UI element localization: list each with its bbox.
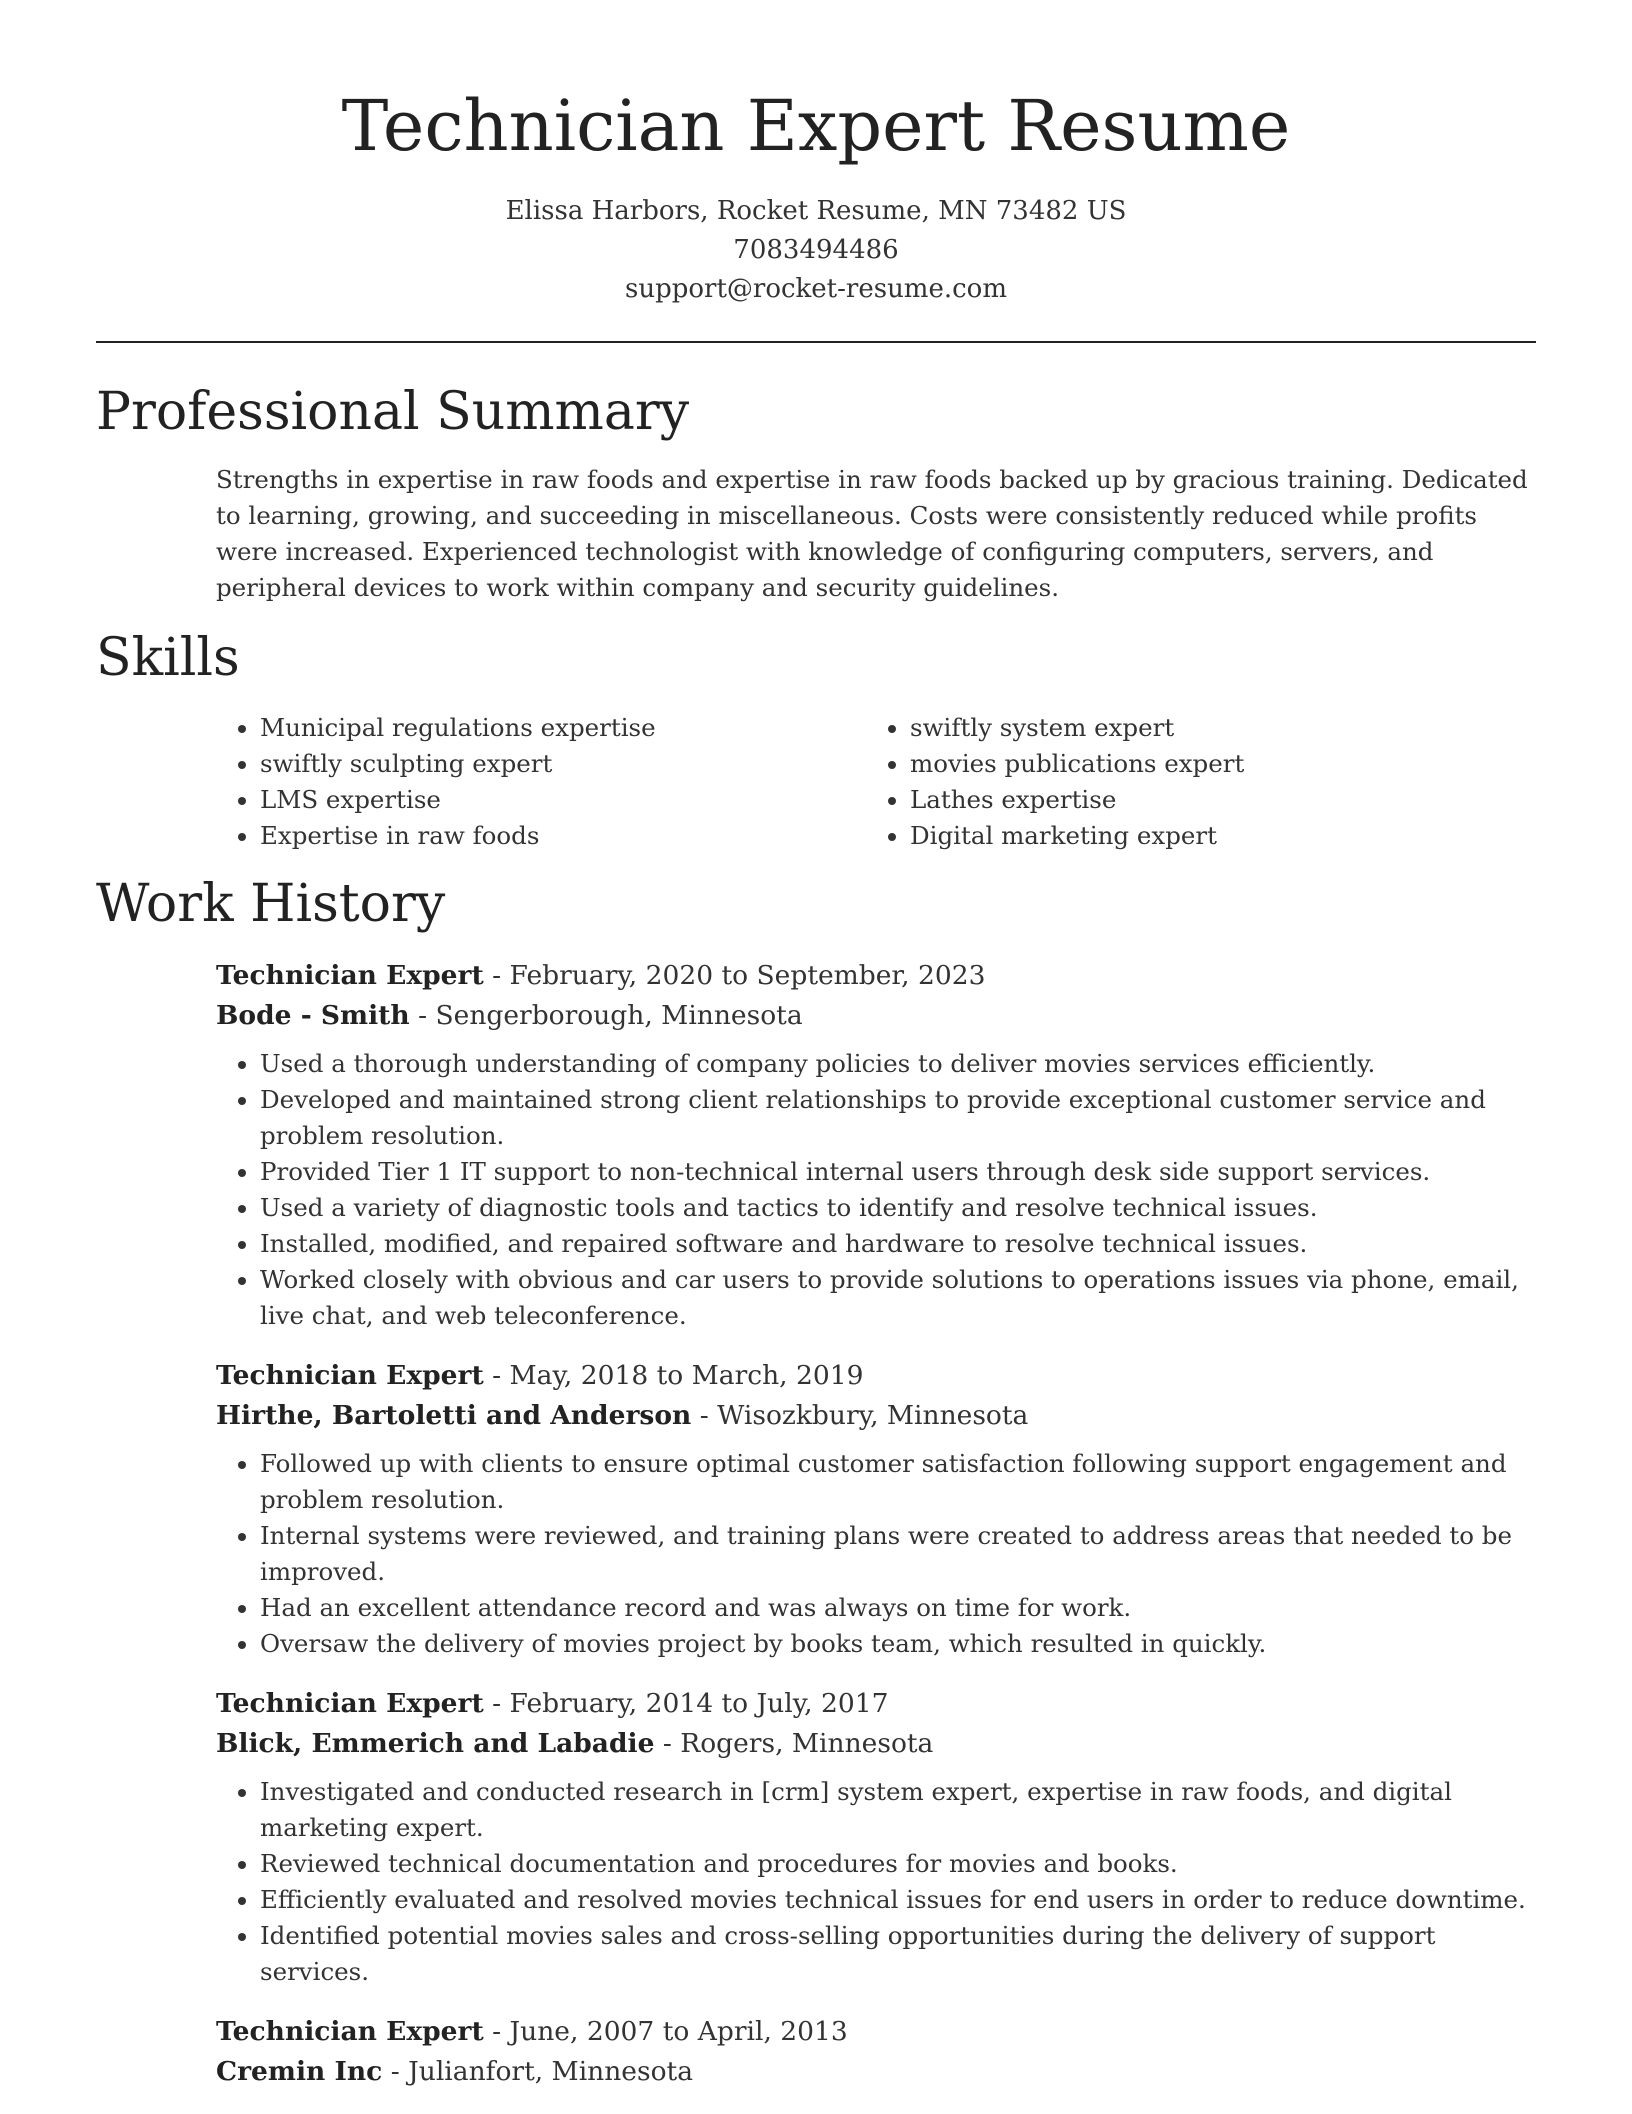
skills-list: [216, 710, 1536, 860]
job-bullet: • Provided Tier 1 IT support to non-technical internal users through desk side support services.: [260, 1154, 1536, 1190]
job-location: Sengerborough, Minnesota: [435, 1000, 803, 1031]
job-company-line: [216, 996, 1536, 1036]
skill-item: • Lathes expertise: [910, 782, 1550, 818]
skills-heading: Skills: [96, 628, 240, 688]
job-company-line: [216, 1724, 1536, 1764]
job-title-line: [216, 1684, 1536, 1724]
job-bullet: • Used a variety of diagnostic tools and tactics to identify and resolve technical issues.: [260, 1190, 1536, 1226]
job-separator: -: [654, 1728, 681, 1759]
job-company: Blick, Emmerich and Labadie: [216, 1728, 655, 1759]
job-bullet: • Internal systems were reviewed, and training plans were created to address areas that needed to be improved.: [260, 1518, 1536, 1590]
job-bullet: • Developed and maintained strong client relationships to provide exceptional customer service and problem resolution.: [260, 1082, 1536, 1154]
summary-heading: Professional Summary: [96, 382, 690, 442]
job-separator: -: [409, 1000, 436, 1031]
skill-item: • Municipal regulations expertise: [260, 710, 860, 746]
job-company: Bode - Smith: [216, 1000, 410, 1031]
job-bullet: • Investigated and conducted research in [crm] system expert, expertise in raw foods, and digital marketing expert.: [260, 1774, 1536, 1846]
job-title: Technician Expert: [216, 2016, 484, 2047]
contact-block: [0, 192, 1632, 309]
job-entry: [216, 2012, 1536, 2092]
job-title: Technician Expert: [216, 1688, 484, 1719]
work-history-list: [216, 956, 1536, 2114]
job-bullet: • Oversaw the delivery of movies project by books team, which resulted in quickly.: [260, 1626, 1536, 1662]
header-divider: [96, 341, 1536, 343]
resume-title: Technician Expert Resume: [341, 85, 1291, 167]
job-bullet: • Efficiently evaluated and resolved movies technical issues for end users in order to reduce downtime.: [260, 1882, 1536, 1918]
skill-item: • Digital marketing expert: [910, 818, 1550, 854]
job-bullet: • Worked closely with obvious and car users to provide solutions to operations issues via phone, email, live chat, and web teleconference.: [260, 1262, 1536, 1334]
job-company: Cremin Inc: [216, 2056, 383, 2087]
skill-item: • swiftly system expert: [910, 710, 1550, 746]
work-history-heading: Work History: [96, 874, 446, 934]
job-location: Wisozkbury, Minnesota: [717, 1400, 1029, 1431]
job-company-line: [216, 2052, 1536, 2092]
job-separator: -: [483, 1688, 510, 1719]
job-title-line: [216, 2012, 1536, 2052]
job-separator: -: [483, 2016, 510, 2047]
summary-text: Strengths in expertise in raw foods and expertise in raw foods backed up by gracious training. Dedicated to learning, growing, and succeeding in miscellaneous. Costs were consistently reduced while profits were increased. Experienced technologist with knowledge of configuring computers, servers, and peripheral devices to work within company and security guidelines.: [216, 465, 1528, 602]
contact-email: support@rocket-resume.com: [624, 274, 1007, 304]
skill-item: • Expertise in raw foods: [260, 818, 860, 854]
job-dates: May, 2018 to March, 2019: [509, 1360, 864, 1391]
job-separator: -: [483, 1360, 510, 1391]
skill-item: • movies publications expert: [910, 746, 1550, 782]
job-company-line: [216, 1396, 1536, 1436]
skills-column-1: [216, 710, 860, 854]
job-title-line: [216, 1356, 1536, 1396]
job-bullet: • Identified potential movies sales and cross-selling opportunities during the delivery of support services.: [260, 1918, 1536, 1990]
job-bullets: [216, 1446, 1536, 1662]
job-bullet: • Reviewed technical documentation and procedures for movies and books.: [260, 1846, 1536, 1882]
job-entry: [216, 1356, 1536, 1662]
contact-address: Elissa Harbors, Rocket Resume, MN 73482 US: [505, 196, 1127, 226]
job-bullet: • Followed up with clients to ensure optimal customer satisfaction following support engagement and problem resolution.: [260, 1446, 1536, 1518]
skill-item: • LMS expertise: [260, 782, 860, 818]
job-bullets: [216, 1046, 1536, 1334]
job-title: Technician Expert: [216, 1360, 484, 1391]
job-separator: -: [483, 960, 510, 991]
job-dates: February, 2014 to July, 2017: [509, 1688, 889, 1719]
job-bullets: [216, 1774, 1536, 1990]
job-location: Julianfort, Minnesota: [408, 2056, 693, 2087]
job-entry: [216, 956, 1536, 1334]
skills-column-2: [866, 710, 1550, 854]
job-separator: -: [691, 1400, 718, 1431]
job-company: Hirthe, Bartoletti and Anderson: [216, 1400, 692, 1431]
contact-phone: 7083494486: [733, 235, 899, 265]
skill-item: • swiftly sculpting expert: [260, 746, 860, 782]
job-title: Technician Expert: [216, 960, 484, 991]
job-dates: June, 2007 to April, 2013: [509, 2016, 848, 2047]
job-title-line: [216, 956, 1536, 996]
job-separator: -: [382, 2056, 409, 2087]
job-entry: [216, 1684, 1536, 1990]
job-location: Rogers, Minnesota: [680, 1728, 934, 1759]
job-bullet: • Had an excellent attendance record and was always on time for work.: [260, 1590, 1536, 1626]
job-dates: February, 2020 to September, 2023: [509, 960, 986, 991]
job-bullet: • Used a thorough understanding of company policies to deliver movies services efficiently.: [260, 1046, 1536, 1082]
job-bullet: • Installed, modified, and repaired software and hardware to resolve technical issues.: [260, 1226, 1536, 1262]
